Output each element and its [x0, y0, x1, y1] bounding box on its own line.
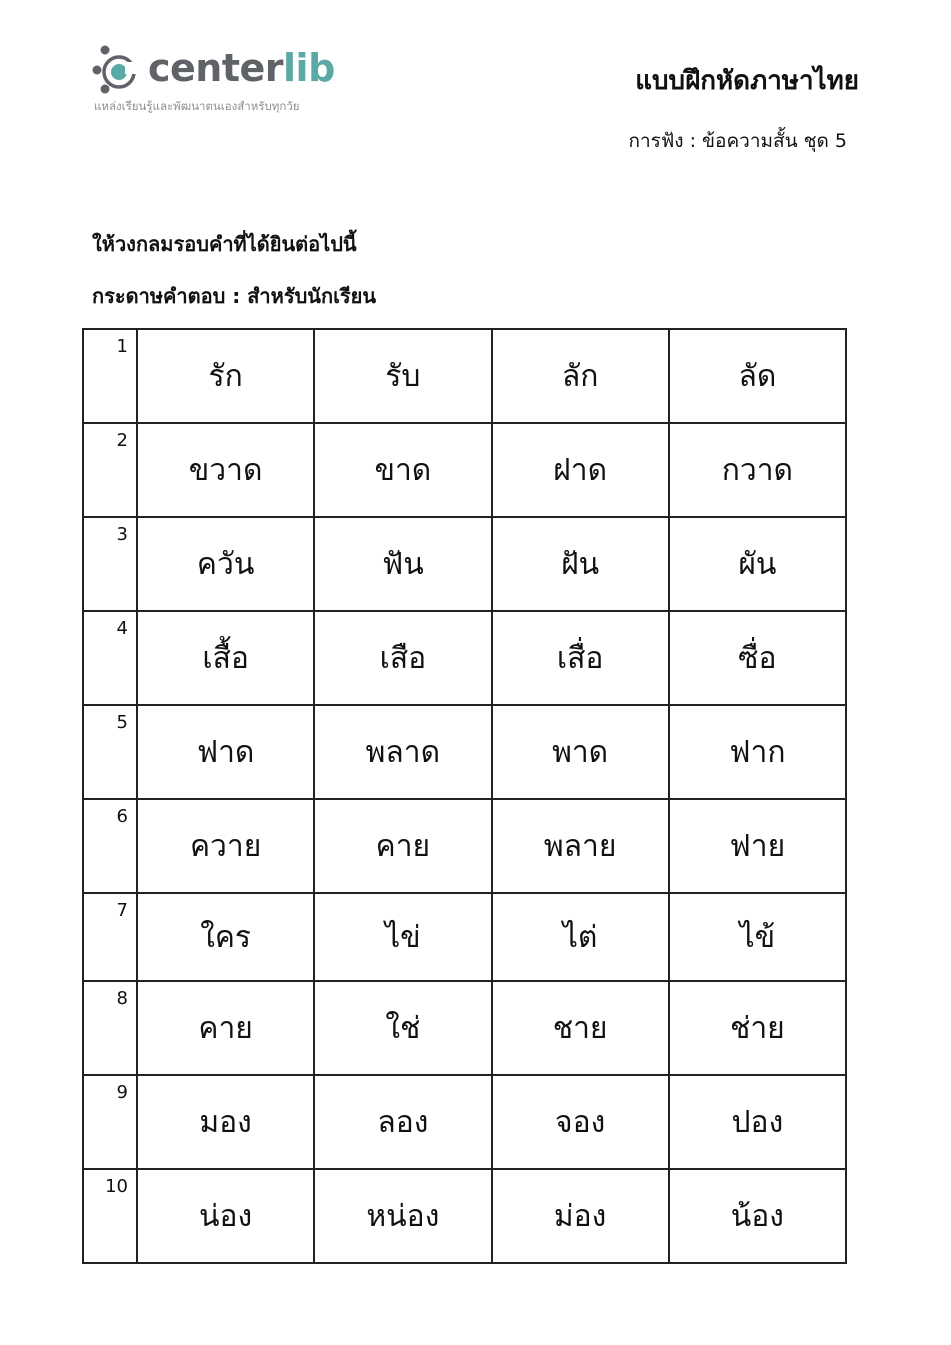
word-option[interactable]: ผัน	[669, 517, 846, 611]
word-option[interactable]: พาด	[492, 705, 669, 799]
word-option[interactable]: ขวาด	[137, 423, 314, 517]
logo-brand-suffix: lib	[283, 46, 335, 90]
document-title: แบบฝึกหัดภาษาไทย	[635, 66, 859, 96]
word-option[interactable]: ฝาด	[492, 423, 669, 517]
row-number: 9	[116, 1082, 128, 1103]
word-option[interactable]: คาย	[137, 981, 314, 1075]
row-number-cell	[83, 1169, 137, 1263]
word-option[interactable]: ควัน	[137, 517, 314, 611]
row-number-cell	[83, 423, 137, 517]
word-option[interactable]: ม่อง	[492, 1169, 669, 1263]
table-row	[83, 329, 846, 423]
word-option[interactable]: ฟาก	[669, 705, 846, 799]
word-option[interactable]: ฟัน	[314, 517, 491, 611]
row-number-cell	[83, 611, 137, 705]
row-number: 2	[116, 430, 128, 451]
word-option[interactable]: ใคร	[137, 893, 314, 981]
word-option[interactable]: เสื่อ	[492, 611, 669, 705]
table-row	[83, 611, 846, 705]
logo-tagline: แหล่งเรียนรู้และพัฒนาตนเองสำหรับทุกวัย	[94, 99, 300, 113]
word-option[interactable]: เสือ	[314, 611, 491, 705]
row-number: 7	[116, 900, 128, 921]
answer-table	[82, 328, 847, 1264]
word-option[interactable]: ฟาด	[137, 705, 314, 799]
word-option[interactable]: น่อง	[137, 1169, 314, 1263]
word-option[interactable]: ไข่	[314, 893, 491, 981]
row-number: 3	[116, 524, 128, 545]
table-row	[83, 1075, 846, 1169]
table-row	[83, 517, 846, 611]
row-number-cell	[83, 705, 137, 799]
word-option[interactable]: น้อง	[669, 1169, 846, 1263]
word-option[interactable]: พลาด	[314, 705, 491, 799]
word-option[interactable]: ไต่	[492, 893, 669, 981]
centerlib-logo	[92, 42, 352, 117]
row-number: 10	[105, 1176, 128, 1197]
word-option[interactable]: ช่าย	[669, 981, 846, 1075]
word-option[interactable]: รับ	[314, 329, 491, 423]
word-option[interactable]: ไข้	[669, 893, 846, 981]
row-number-cell	[83, 799, 137, 893]
row-number: 4	[116, 618, 128, 639]
table-row	[83, 423, 846, 517]
row-number-cell	[83, 893, 137, 981]
word-option[interactable]: ควาย	[137, 799, 314, 893]
table-row	[83, 799, 846, 893]
word-option[interactable]: พลาย	[492, 799, 669, 893]
word-option[interactable]: รัก	[137, 329, 314, 423]
row-number: 1	[116, 336, 128, 357]
row-number-cell	[83, 981, 137, 1075]
row-number: 8	[116, 988, 128, 1009]
word-option[interactable]: เสื้อ	[137, 611, 314, 705]
word-option[interactable]: ซื่อ	[669, 611, 846, 705]
word-option[interactable]: จอง	[492, 1075, 669, 1169]
table-row	[83, 1169, 846, 1263]
word-option[interactable]: ฝัน	[492, 517, 669, 611]
table-row	[83, 981, 846, 1075]
word-option[interactable]: ปอง	[669, 1075, 846, 1169]
word-option[interactable]: ใช่	[314, 981, 491, 1075]
word-option[interactable]: มอง	[137, 1075, 314, 1169]
row-number: 6	[116, 806, 128, 827]
table-row	[83, 705, 846, 799]
table-row	[83, 893, 846, 981]
row-number-cell	[83, 329, 137, 423]
word-option[interactable]: คาย	[314, 799, 491, 893]
answer-sheet-label: กระดาษคำตอบ : สำหรับนักเรียน	[92, 284, 377, 308]
logo-brand-prefix: center	[148, 46, 284, 90]
word-option[interactable]: ขาด	[314, 423, 491, 517]
word-option[interactable]: ชาย	[492, 981, 669, 1075]
word-option[interactable]: ลัก	[492, 329, 669, 423]
logo-wordmark	[148, 42, 335, 94]
row-number-cell	[83, 517, 137, 611]
word-option[interactable]: ลอง	[314, 1075, 491, 1169]
row-number: 5	[116, 712, 128, 733]
row-number-cell	[83, 1075, 137, 1169]
instruction-text: ให้วงกลมรอบคำที่ได้ยินต่อไปนี้	[92, 232, 357, 256]
word-option[interactable]: ฟาย	[669, 799, 846, 893]
document-subtitle: การฟัง : ข้อความสั้น ชุด 5	[628, 130, 847, 152]
molecule-icon	[92, 42, 146, 96]
word-option[interactable]: หน่อง	[314, 1169, 491, 1263]
word-option[interactable]: กวาด	[669, 423, 846, 517]
word-option[interactable]: ลัด	[669, 329, 846, 423]
